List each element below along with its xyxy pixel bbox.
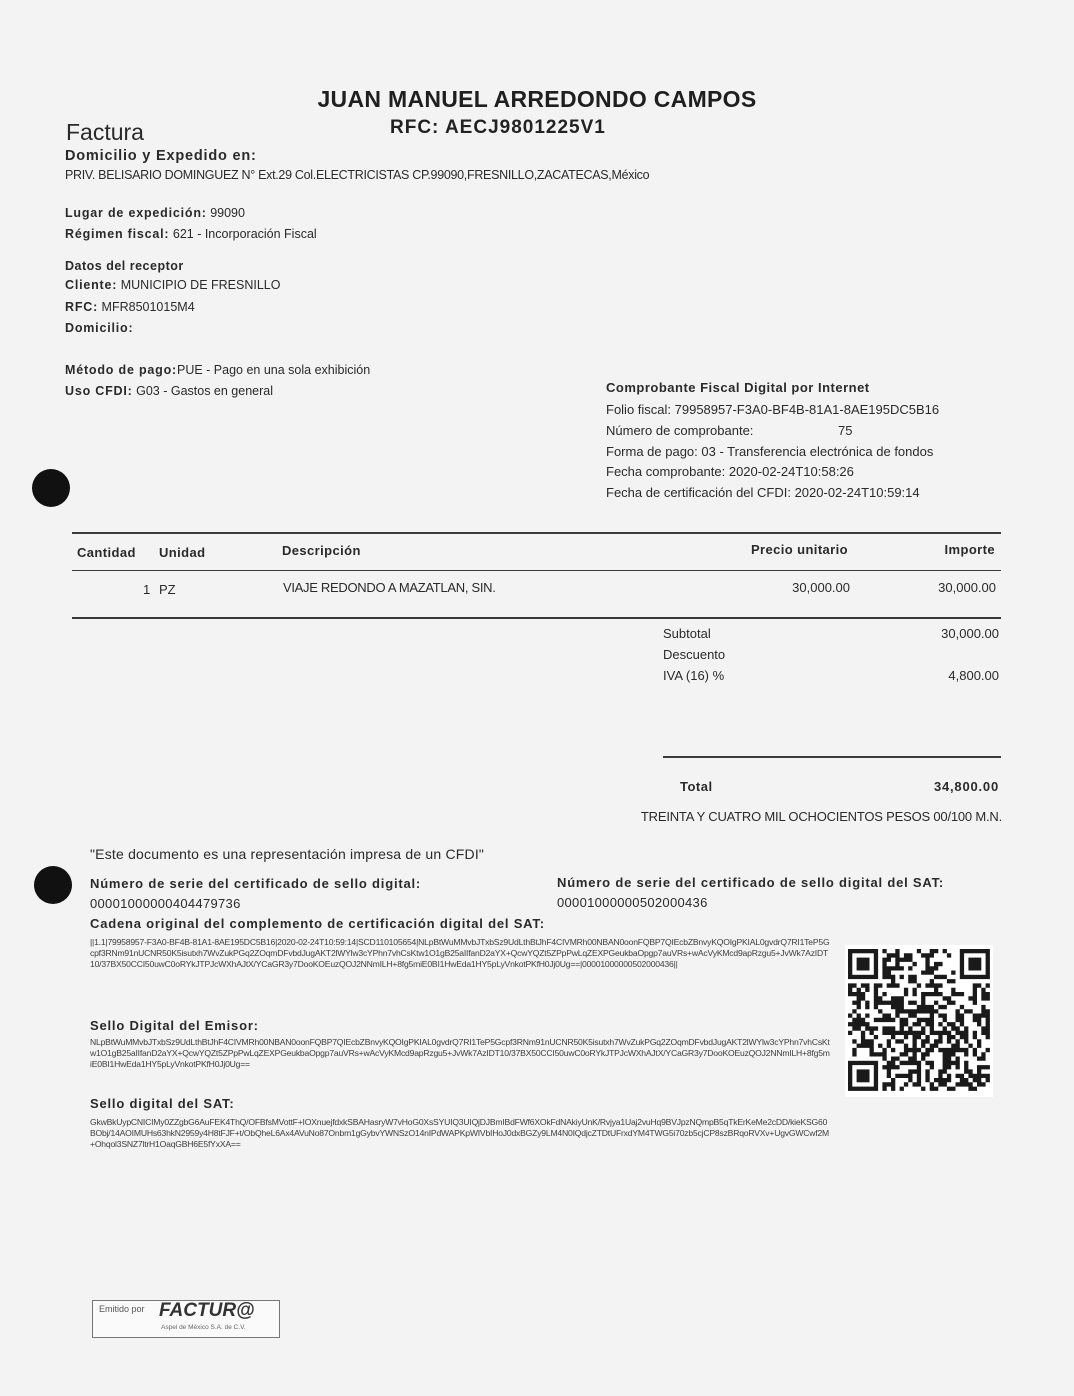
receptor-domicilio-label: Domicilio:: [65, 321, 134, 335]
serie-label: Número de serie del certificado de sello digital:: [90, 876, 422, 891]
descuento-label: Descuento: [663, 647, 726, 662]
row-precio: 30,000.00: [792, 580, 850, 595]
facturae-badge: [92, 1300, 280, 1338]
iva-value: 4,800.00: [948, 668, 999, 683]
sello-emisor-value: NLpBtWuMMvbJTxbSz9UdLthBtJhF4CIVMRh00NBAN0oonFQBP7QIEcbZBnvyKQOIgPKIAL0gvdrQ7RI1TeP5Gcpf3RNm91nUCNR50K5isutxh7WvZukPGq2ZOqmDFvbdJugAKT2lWYlw3cYPhn7vhCsKtw1O1gB25aIIfanD2aYX+QcwYQZt5ZPpPwLqZEXPGeukbaOpgp7auVRs+wAcVyKMcd9apRzgu5+JvWk7AzIDT10/37BX50CCI50uwC0oRYkJTPJcWXhAJtX/YCaGR3y7DooKOEuzQOJ2NNmILH+8fg5miE0BI1HwEda1HY5pLyVnkotPKfH0Jj0Ug==: [90, 1037, 830, 1069]
regimen-value: 621 - Incorporación Fiscal: [172, 227, 317, 241]
subtotal-label: Subtotal: [663, 626, 711, 641]
cfdi-numero-value: 75: [838, 423, 853, 438]
serie-sat-value: 00001000000502000436: [557, 895, 708, 910]
col-precio: Precio unitario: [750, 542, 848, 557]
representacion-impresa: "Este documento es una representación impresa de un CFDI": [90, 846, 485, 862]
cfdi-title: Comprobante Fiscal Digital por Internet: [606, 380, 870, 395]
uso-value: G03 - Gastos en general: [136, 384, 273, 398]
sello-sat-value: GkwBkUypCNICIMy0ZZgbG6AuFEK4ThQ/OFBfsMVottF+IOXnuejfdxkSBAHasryW7vHoG0XsSYUIQ3UIQjDJBmIBdFWf6XOkFdNAkiyUnK/Rvjya1Uaj2vuHq9BVJpzNQmpB5qTkErKeMe2cDD/kieKSG60BObj/14AOIMUHs63hkN2959y4H8tFJF+t/ObQheL6Ax4AVuNo87Onbm1gGybvYWNSzO14nIPdWAPKpWIVbIHoJ0dxBGZy9LM4N0IQdjcZTDtUFrxdYM4TWG5i70zb5cjCP8szBRqoRVXv+UgvGWCwf2M+Ohqol3SNZ7ltrH1OaqGBH6E5fYxXA==: [90, 1117, 830, 1149]
metodo-value: PUE - Pago en una sola exhibición: [177, 363, 371, 377]
sello-emisor-label: Sello Digital del Emisor:: [90, 1018, 259, 1033]
sello-sat-label: Sello digital del SAT:: [90, 1096, 235, 1111]
receptor-cliente: [65, 278, 280, 292]
lugar-expedicion: [65, 206, 245, 220]
punch-hole-bottom: [34, 866, 72, 904]
uso-cfdi: [65, 384, 273, 398]
cfdi-numero-label: Número de comprobante:: [606, 423, 754, 438]
col-importe: Importe: [944, 542, 995, 557]
uso-label: Uso CFDI:: [65, 384, 133, 398]
row-unidad: PZ: [159, 582, 176, 597]
table-top-rule: [72, 532, 1001, 534]
receptor-rfc: [65, 300, 195, 314]
receptor-rfc-value: MFR8501015M4: [101, 300, 195, 314]
qr-code-graphic: [845, 945, 993, 1097]
cfdi-folio: Folio fiscal: 79958957-F3A0-BF4B-81A1-8AE195DC5B16: [606, 402, 940, 417]
document-type: Factura: [66, 119, 144, 145]
cadena-value: ||1.1|79958957-F3A0-BF4B-81A1-8AE195DC5B16|2020-02-24T10:59:14|SCD110105654|NLpBtWuMMvbJTxbSz9UdLthBtJhF4CIVMRh00NBAN0oonFQBP7QIEcbZBnvyKQOIgPKIAL0gvdrQ7RI1TeP5Gcpf3RNm91nUCNR50K5isutxh7WvZukPGq2ZOqmDFvbdJugAKT2lWYlw3cYPhn7vhCsKtw1O1gB25aIIfanD2aYX+QcwYQZt5ZPpPwLqZEXPGeukbaOpgp7auVRs+wAcVyKMcd9apRzgu5+JvWk7AzIDT10/37BX50CCI50uwC0oRYkJTPJcWXhAJtX/YCaGR3y7DooKOEuzQOJ2NNmILH+8fg5miE0BI1HwEda1HY5pLyVnkotPKfH0Jj0Ug==|00001000000502000436||: [90, 937, 830, 969]
iva-label: IVA (16) %: [663, 668, 725, 683]
cfdi-forma-pago: Forma de pago: 03 - Transferencia electrónica de fondos: [606, 444, 934, 459]
regimen-fiscal: [65, 227, 317, 241]
col-unidad: Unidad: [159, 545, 206, 560]
metodo-label: Método de pago:: [65, 363, 177, 377]
row-descripcion: VIAJE REDONDO A MAZATLAN, SIN.: [283, 580, 496, 595]
total-en-letra: TREINTA Y CUATRO MIL OCHOCIENTOS PESOS 00/100 M.N.: [640, 809, 1002, 824]
total-value: 34,800.00: [933, 779, 999, 794]
serie-sat-label: Número de serie del certificado de sello digital del SAT:: [557, 875, 945, 890]
badge-subtitle: Aspel de México S.A. de C.V.: [161, 1324, 246, 1331]
cliente-value: MUNICIPIO DE FRESNILLO: [120, 278, 281, 292]
badge-brand-logo: FACTUR@: [159, 1300, 255, 1321]
cfdi-fecha-comprobante: Fecha comprobante: 2020-02-24T10:58:26: [606, 464, 854, 479]
subtotal-value: 30,000.00: [941, 626, 999, 641]
col-cantidad: Cantidad: [77, 545, 136, 560]
issuer-address: PRIV. BELISARIO DOMINGUEZ N° Ext.29 Col.ELECTRICISTAS CP.99090,FRESNILLO,ZACATECAS,México: [65, 168, 650, 182]
punch-hole-top: [32, 469, 70, 507]
col-descripcion: Descripción: [282, 543, 361, 558]
row-cantidad: 1: [143, 582, 151, 597]
qr-code: [845, 945, 993, 1097]
badge-emitido: Emitido por: [99, 1304, 145, 1314]
table-bottom-rule: [72, 617, 1001, 619]
total-label: Total: [680, 779, 713, 794]
address-label: Domicilio y Expedido en:: [65, 148, 257, 164]
table-header-rule: [72, 570, 1001, 571]
cliente-label: Cliente:: [65, 278, 118, 292]
receptor-title: Datos del receptor: [65, 259, 184, 273]
issuer-name: JUAN MANUEL ARREDONDO CAMPOS: [317, 86, 757, 112]
cadena-label: Cadena original del complemento de certificación digital del SAT:: [90, 916, 545, 931]
regimen-label: Régimen fiscal:: [65, 227, 170, 241]
row-importe: 30,000.00: [938, 580, 996, 595]
serie-value: 00001000000404479736: [90, 896, 241, 911]
cfdi-fecha-certificacion: Fecha de certificación del CFDI: 2020-02-24T10:59:14: [606, 485, 920, 500]
metodo-pago: [65, 363, 370, 377]
receptor-rfc-label: RFC:: [65, 300, 99, 314]
lugar-value: 99090: [210, 206, 245, 220]
lugar-label: Lugar de expedición:: [65, 206, 207, 220]
total-rule: [663, 756, 1001, 758]
issuer-rfc: RFC: AECJ9801225V1: [390, 117, 606, 138]
